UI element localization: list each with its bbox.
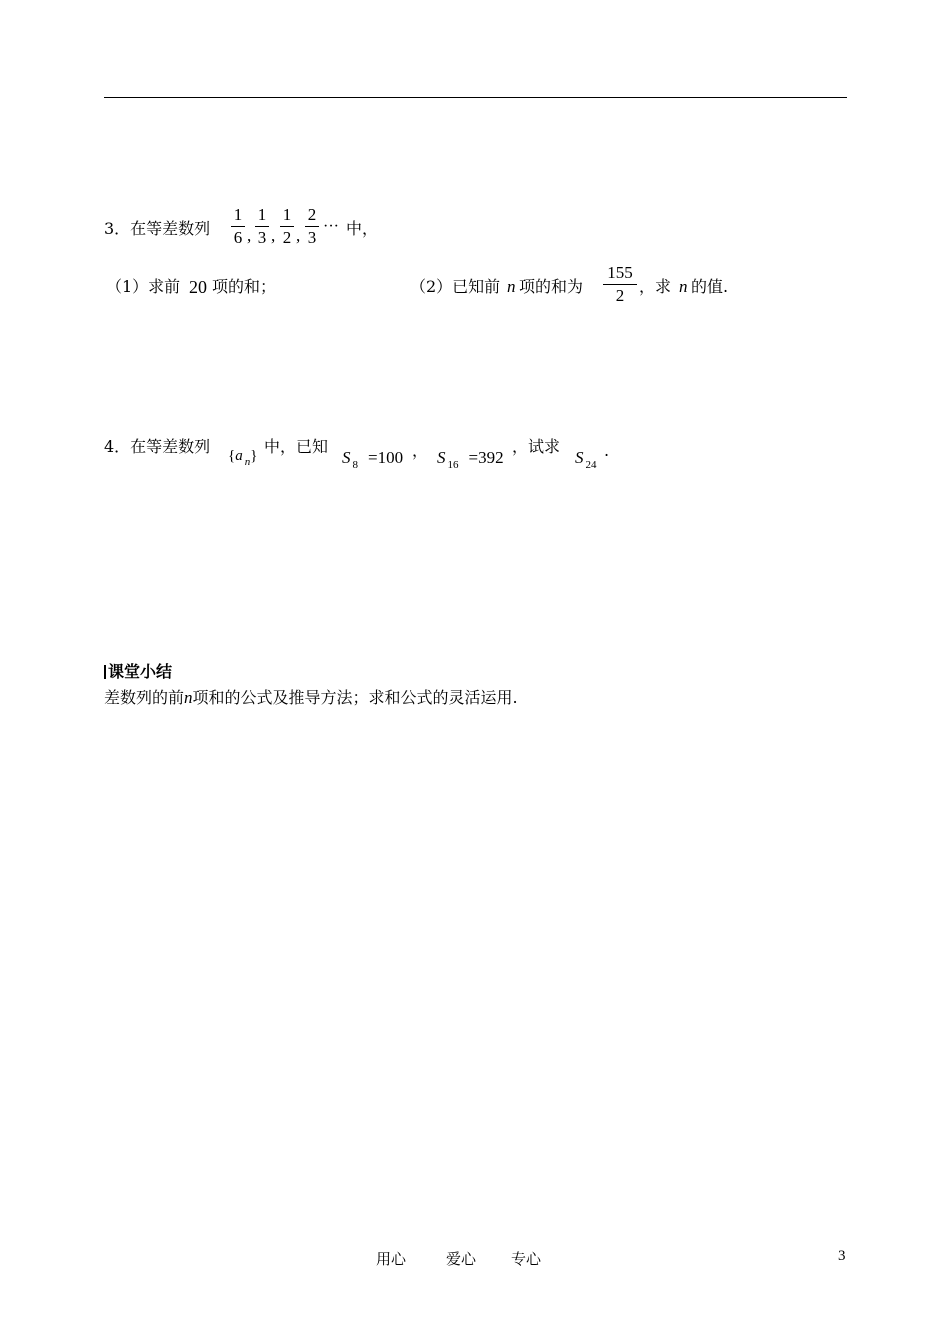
q3-fraction-3: [280, 205, 294, 248]
q3-part2-var-n: n: [507, 277, 516, 296]
q4-s8-var: S: [342, 448, 351, 467]
summary-body: [104, 688, 518, 708]
q3-part1-number: 20: [189, 277, 207, 297]
q4-s8: [342, 448, 404, 471]
q3-prefix: 3．在等差数列: [104, 219, 211, 238]
q4-s24: [575, 448, 597, 471]
q3-part1-rest: 项的和；: [212, 277, 277, 296]
q4-s16-sub: 16: [447, 459, 459, 471]
q4-seq-var: a: [235, 448, 243, 464]
header-rule: [104, 97, 847, 98]
q4-s24-var: S: [575, 448, 584, 467]
q4-s16-var: S: [437, 448, 446, 467]
q3-part1-label: （1）求前: [106, 277, 181, 296]
fraction-bar: [231, 226, 245, 227]
q3-part2-label: （2）已知前: [410, 277, 501, 296]
q4-s16-eq: =392: [468, 448, 504, 467]
q4-s24-sub: 24: [585, 459, 597, 471]
q4-sequence: [228, 448, 258, 468]
summary-body-var: n: [184, 688, 193, 707]
summary-body-post: 项和的公式及推导方法；求和公式的灵活运用.: [192, 688, 518, 707]
fraction-bar: [255, 226, 269, 227]
fraction-bar: [305, 226, 319, 227]
q4-seq-open: {: [228, 448, 236, 464]
q4-end: .: [604, 441, 610, 460]
summary-marker: [104, 665, 106, 679]
q3-part2-end: 的值.: [691, 277, 729, 296]
q3-part2-frac-den: 2: [615, 286, 625, 305]
fraction-bar: [603, 284, 637, 285]
q3-fraction-2-num: 1: [257, 205, 267, 224]
q3-fraction-3-den: 2: [282, 228, 292, 247]
q3-part2-after: ，求: [639, 277, 672, 296]
q4-seq-close: }: [250, 448, 258, 464]
q3-fraction-4-num: 2: [307, 205, 317, 224]
footer-motto-1: 用心: [376, 1250, 407, 1268]
q3-part2-frac-num: 155: [607, 263, 633, 282]
q4-s8-sub: 8: [352, 459, 358, 471]
summary-body-pre: 差数列的前: [104, 688, 185, 707]
q3-fraction-2-den: 3: [257, 228, 267, 247]
q3-fraction-3-num: 1: [282, 205, 292, 224]
summary-title-text: 课堂小结: [108, 662, 173, 681]
footer-motto-2: 爱心: [446, 1250, 477, 1268]
q4-mid: 中，已知: [264, 437, 329, 456]
q3-fraction-4-den: 3: [307, 228, 317, 247]
q4-comma-2: ，试求: [512, 437, 561, 456]
q3-fraction-2: [255, 205, 269, 248]
q3-fraction-1: [231, 205, 245, 248]
q3-fraction-1-num: 1: [233, 205, 243, 224]
q3-ellipsis: ···: [323, 218, 339, 235]
q3-part2-mid: 项的和为: [519, 277, 584, 296]
q3-suffix: 中，: [346, 219, 379, 238]
q4-prefix: 4．在等差数列: [104, 437, 211, 456]
q4-s16: [437, 448, 504, 471]
q3-fraction-4: [305, 205, 319, 248]
page-number: 3: [838, 1248, 846, 1264]
footer-motto-3: 专心: [511, 1250, 542, 1268]
q3-part2-var-n2: n: [679, 277, 688, 296]
q3-comma-2: ,: [271, 226, 276, 245]
q4-s8-eq: =100: [368, 448, 404, 467]
q3-fraction-1-den: 6: [233, 228, 243, 247]
q3-part2-fraction: [603, 263, 637, 306]
q4-seq-sub: n: [244, 456, 251, 468]
q3-comma-3: ,: [296, 226, 301, 245]
q4-comma-1: ，: [412, 441, 429, 460]
summary-title: [104, 662, 172, 682]
q3-comma-1: ,: [247, 226, 252, 245]
fraction-bar: [280, 226, 294, 227]
